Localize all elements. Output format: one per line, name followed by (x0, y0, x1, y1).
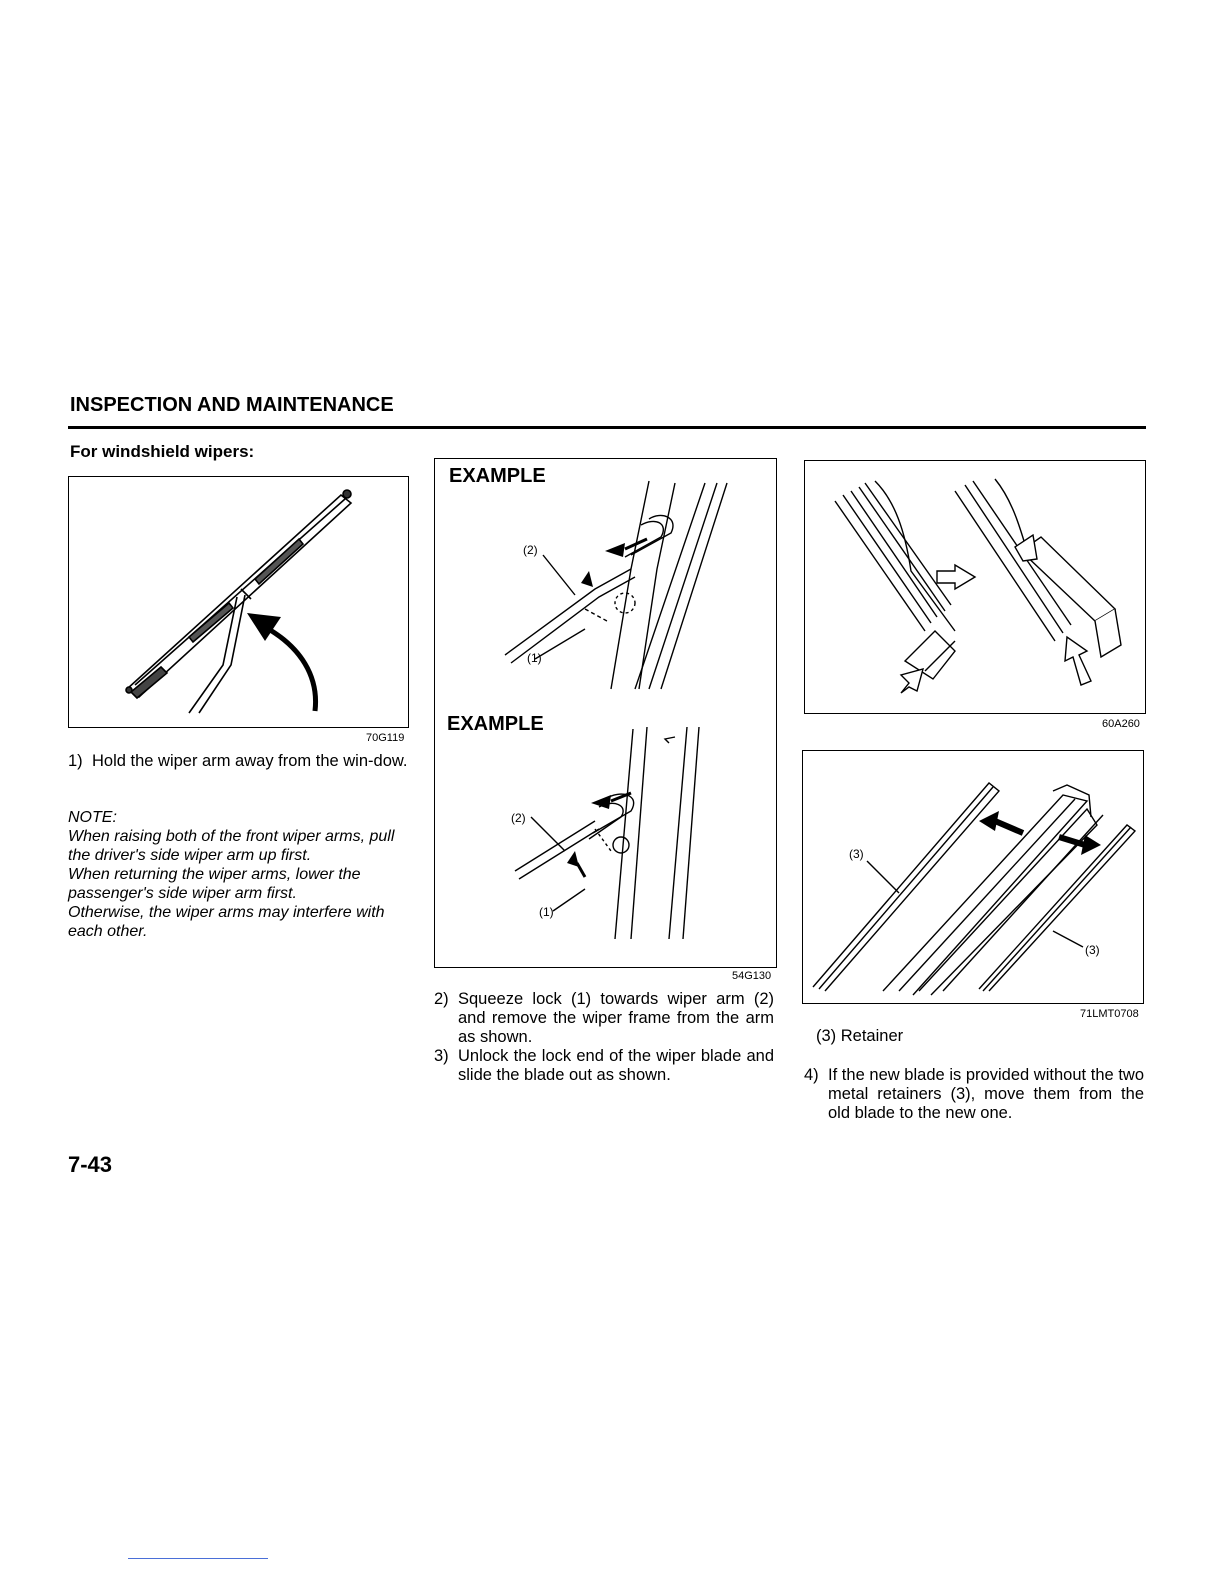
figure-wiper-arm-raise (68, 476, 409, 728)
retainer-illustration (803, 751, 1142, 1002)
subheading: For windshield wipers: (70, 442, 255, 461)
step-2 (434, 990, 774, 1047)
step-2-text: Squeeze lock (1) towards wiper arm (2) and remove the wiper frame from the arm as shown. (458, 990, 774, 1046)
header-rule (68, 426, 1146, 429)
page-number: 7-43 (68, 1152, 113, 1177)
figure-code: 54G130 (732, 970, 772, 982)
callout-2: (2) (523, 543, 538, 557)
callout-3: (3) (1085, 943, 1100, 957)
note-block (68, 808, 410, 941)
step-text (828, 1066, 1144, 1123)
figure-retainers (802, 750, 1144, 1004)
step-number: 3) (434, 1047, 449, 1065)
example-label: EXAMPLE (447, 713, 544, 735)
step-3 (434, 1047, 774, 1085)
step-1-text: Hold the wiper arm away from the win-dow. (92, 752, 408, 770)
callout-3: (3) (849, 847, 864, 861)
step-number: 1) (68, 752, 83, 770)
step-4-text: If the new blade is provided without the two metal retainers (3), move them from the old blade to the new one. (828, 1066, 1144, 1122)
note-line: When raising both of the front wiper arms, pull the driver's side wiper arm up first. (68, 828, 395, 864)
callout-1: (1) (539, 905, 554, 919)
step-text (458, 1047, 774, 1085)
wiper-arm-illustration (69, 477, 407, 726)
step-text (458, 990, 774, 1047)
callout-1: (1) (527, 651, 542, 665)
step-text (92, 752, 410, 771)
note-line: Otherwise, the wiper arms may interfere with each other. (68, 904, 385, 940)
footer-link-line (128, 1558, 268, 1559)
figure-lock-examples (434, 458, 777, 968)
step-4 (804, 1066, 1144, 1123)
step-1 (68, 752, 410, 771)
note-line: When returning the wiper arms, lower the passenger's side wiper arm first. (68, 866, 361, 902)
lock-illustration (435, 459, 775, 966)
example-label: EXAMPLE (449, 465, 546, 487)
step-3-text: Unlock the lock end of the wiper blade and slide the blade out as shown. (458, 1047, 774, 1084)
figure-code: 70G119 (366, 732, 405, 744)
figure-caption: (3) Retainer (816, 1027, 904, 1045)
step-number: 4) (804, 1066, 819, 1084)
blade-slide-illustration (805, 461, 1144, 712)
figure-code: 71LMT0708 (1080, 1008, 1139, 1020)
figure-blade-slide-out (804, 460, 1146, 714)
note-label: NOTE: (68, 809, 117, 826)
step-number: 2) (434, 990, 449, 1008)
callout-2: (2) (511, 811, 526, 825)
section-title: INSPECTION AND MAINTENANCE (70, 394, 394, 416)
figure-code: 60A260 (1102, 718, 1140, 730)
